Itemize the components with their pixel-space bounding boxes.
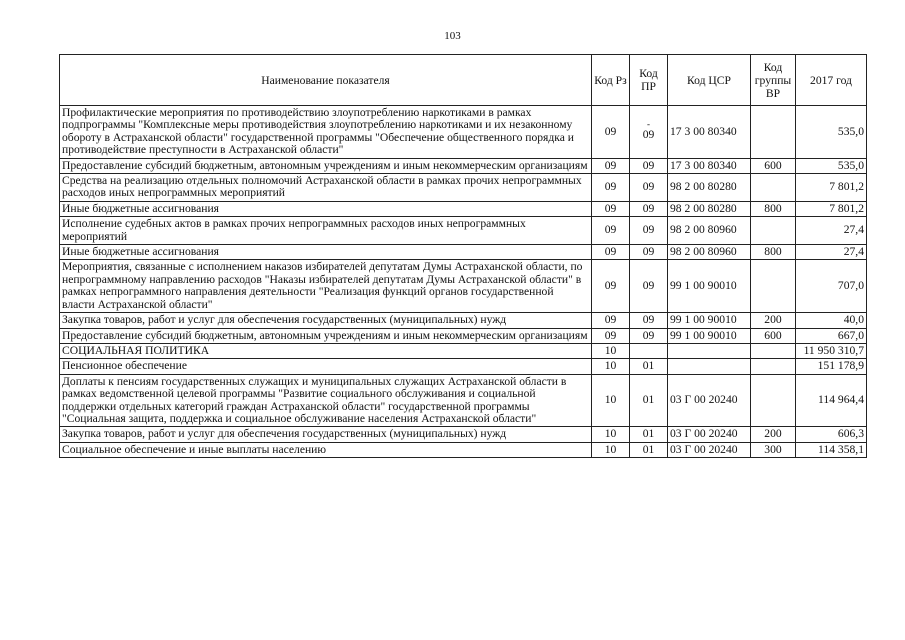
page-number: 103: [444, 30, 461, 42]
header-csr: Код ЦСР: [668, 55, 751, 106]
header-name: Наименование показателя: [60, 55, 592, 106]
row-name-cell: СОЦИАЛЬНАЯ ПОЛИТИКА: [60, 343, 592, 358]
row-vr-cell: [751, 374, 796, 427]
row-amount-cell: 535,0: [796, 106, 867, 159]
row-amount-cell: 535,0: [796, 158, 867, 173]
row-vr-cell: [751, 217, 796, 245]
row-name-cell: Средства на реализацию отдельных полномочий Астраханской области в рамках прочих непрограммных расходов иных непрограммных мероприятий: [60, 174, 592, 202]
row-pr-cell: 01: [630, 374, 668, 427]
header-year: 2017 год: [796, 55, 867, 106]
row-pr-cell: 09: [630, 245, 668, 260]
row-name-cell: Пенсионное обеспечение: [60, 359, 592, 374]
row-rz-cell: 10: [592, 442, 630, 457]
row-amount-cell: 40,0: [796, 313, 867, 328]
row-vr-cell: 800: [751, 201, 796, 216]
row-csr-cell: 99 1 00 90010: [668, 328, 751, 343]
row-csr-cell: 99 1 00 90010: [668, 313, 751, 328]
row-rz-cell: 09: [592, 217, 630, 245]
row-amount-cell: 114 964,4: [796, 374, 867, 427]
row-pr-cell: 01: [630, 442, 668, 457]
row-name-cell: Предоставление субсидий бюджетным, автономным учреждениям и иным некоммерческим организациям: [60, 328, 592, 343]
row-rz-cell: 09: [592, 158, 630, 173]
row-name-cell: Исполнение судебных актов в рамках прочих непрограммных расходов иных непрограммных мероприятий: [60, 217, 592, 245]
row-rz-cell: 09: [592, 174, 630, 202]
stray-dash-mark: -: [647, 119, 650, 130]
row-name-cell: Закупка товаров, работ и услуг для обеспечения государственных (муниципальных) нужд: [60, 427, 592, 442]
header-rz: Код Рз: [592, 55, 630, 106]
row-name-cell: Профилактические мероприятия по противодействию злоупотреблению наркотиками в рамках подпрограммы "Комплексные меры противодействия злоупотреблению наркотиками и их незаконному обороту в Астраханской области" государственной программы "Обеспечение общественного порядка и противодействие преступности в Астраханской области": [60, 106, 592, 159]
row-rz-cell: 09: [592, 313, 630, 328]
table-row: [60, 359, 867, 374]
row-csr-cell: 98 2 00 80280: [668, 201, 751, 216]
row-pr-cell: 01: [630, 427, 668, 442]
row-pr-cell: 09: [630, 174, 668, 202]
row-pr-cell: 09: [630, 313, 668, 328]
table-row: [60, 343, 867, 358]
row-rz-cell: 10: [592, 427, 630, 442]
row-amount-cell: 606,3: [796, 427, 867, 442]
table-row: [60, 374, 867, 427]
row-vr-cell: [751, 260, 796, 313]
row-rz-cell: 10: [592, 374, 630, 427]
row-csr-cell: 03 Г 00 20240: [668, 427, 751, 442]
header-pr: Код ПР: [630, 55, 668, 106]
row-pr-cell: 09: [630, 260, 668, 313]
table-row: [60, 245, 867, 260]
row-pr-cell: 09: [630, 217, 668, 245]
table-row: [60, 174, 867, 202]
row-pr-cell: 09: [630, 328, 668, 343]
row-rz-cell: 09: [592, 245, 630, 260]
row-amount-cell: 667,0: [796, 328, 867, 343]
row-pr-cell: 09: [630, 201, 668, 216]
table-row: [60, 442, 867, 457]
row-csr-cell: 03 Г 00 20240: [668, 442, 751, 457]
row-name-cell: Мероприятия, связанные с исполнением наказов избирателей депутатам Думы Астраханской области, по непрограммному направлению расходов "Наказы избирателей депутатам Думы Астраханской области" в рамках непрограммного направления деятельности "Реализация функций органов государственной власти Астраханской области": [60, 260, 592, 313]
budget-table: [59, 54, 867, 458]
row-vr-cell: 600: [751, 328, 796, 343]
row-name-cell: Социальное обеспечение и иные выплаты населению: [60, 442, 592, 457]
table-row: [60, 217, 867, 245]
row-rz-cell: 09: [592, 106, 630, 159]
row-name-cell: Предоставление субсидий бюджетным, автономным учреждениям и иным некоммерческим организациям: [60, 158, 592, 173]
row-vr-cell: 200: [751, 427, 796, 442]
header-vr: Код группы ВР: [751, 55, 796, 106]
row-amount-cell: 11 950 310,7: [796, 343, 867, 358]
row-rz-cell: 09: [592, 260, 630, 313]
table-row: [60, 427, 867, 442]
row-pr-cell: [630, 106, 668, 159]
row-pr-cell: [630, 343, 668, 358]
row-csr-cell: 98 2 00 80280: [668, 174, 751, 202]
row-name-cell: Доплаты к пенсиям государственных служащих и муниципальных служащих Астраханской области в рамках ведомственной целевой программы "Развитие социального обслуживания и социальной поддержки отдельных категорий граждан Астраханской области" государственной программы "Социальная защита, поддержка и социальное обслуживание населения Астраханской области": [60, 374, 592, 427]
table-row: [60, 313, 867, 328]
table-header-row: [60, 55, 867, 106]
table-row: [60, 328, 867, 343]
row-amount-cell: 7 801,2: [796, 174, 867, 202]
row-vr-cell: 800: [751, 245, 796, 260]
table-body: [60, 106, 867, 458]
row-amount-cell: 7 801,2: [796, 201, 867, 216]
row-amount-cell: 707,0: [796, 260, 867, 313]
table-row: [60, 158, 867, 173]
row-vr-cell: 300: [751, 442, 796, 457]
row-rz-cell: 10: [592, 359, 630, 374]
row-amount-cell: 27,4: [796, 217, 867, 245]
row-csr-cell: [668, 343, 751, 358]
row-rz-cell: 09: [592, 201, 630, 216]
row-csr-cell: 98 2 00 80960: [668, 245, 751, 260]
row-name-cell: Иные бюджетные ассигнования: [60, 201, 592, 216]
row-name-cell: Иные бюджетные ассигнования: [60, 245, 592, 260]
row-amount-cell: 27,4: [796, 245, 867, 260]
row-rz-cell: 09: [592, 328, 630, 343]
table-row: [60, 201, 867, 216]
row-vr-cell: [751, 359, 796, 374]
row-csr-cell: 17 3 00 80340: [668, 106, 751, 159]
row-pr-value: 09: [642, 128, 655, 142]
row-pr-cell: 01: [630, 359, 668, 374]
row-csr-cell: 17 3 00 80340: [668, 158, 751, 173]
row-name-cell: Закупка товаров, работ и услуг для обеспечения государственных (муниципальных) нужд: [60, 313, 592, 328]
row-amount-cell: 151 178,9: [796, 359, 867, 374]
row-amount-cell: 114 358,1: [796, 442, 867, 457]
row-vr-cell: [751, 343, 796, 358]
row-pr-cell: 09: [630, 158, 668, 173]
row-csr-cell: 99 1 00 90010: [668, 260, 751, 313]
row-csr-cell: [668, 359, 751, 374]
row-rz-cell: 10: [592, 343, 630, 358]
table-row: [60, 260, 867, 313]
row-vr-cell: 600: [751, 158, 796, 173]
row-vr-cell: [751, 106, 796, 159]
row-csr-cell: 98 2 00 80960: [668, 217, 751, 245]
table-row: [60, 106, 867, 159]
row-vr-cell: 200: [751, 313, 796, 328]
row-vr-cell: [751, 174, 796, 202]
row-csr-cell: 03 Г 00 20240: [668, 374, 751, 427]
